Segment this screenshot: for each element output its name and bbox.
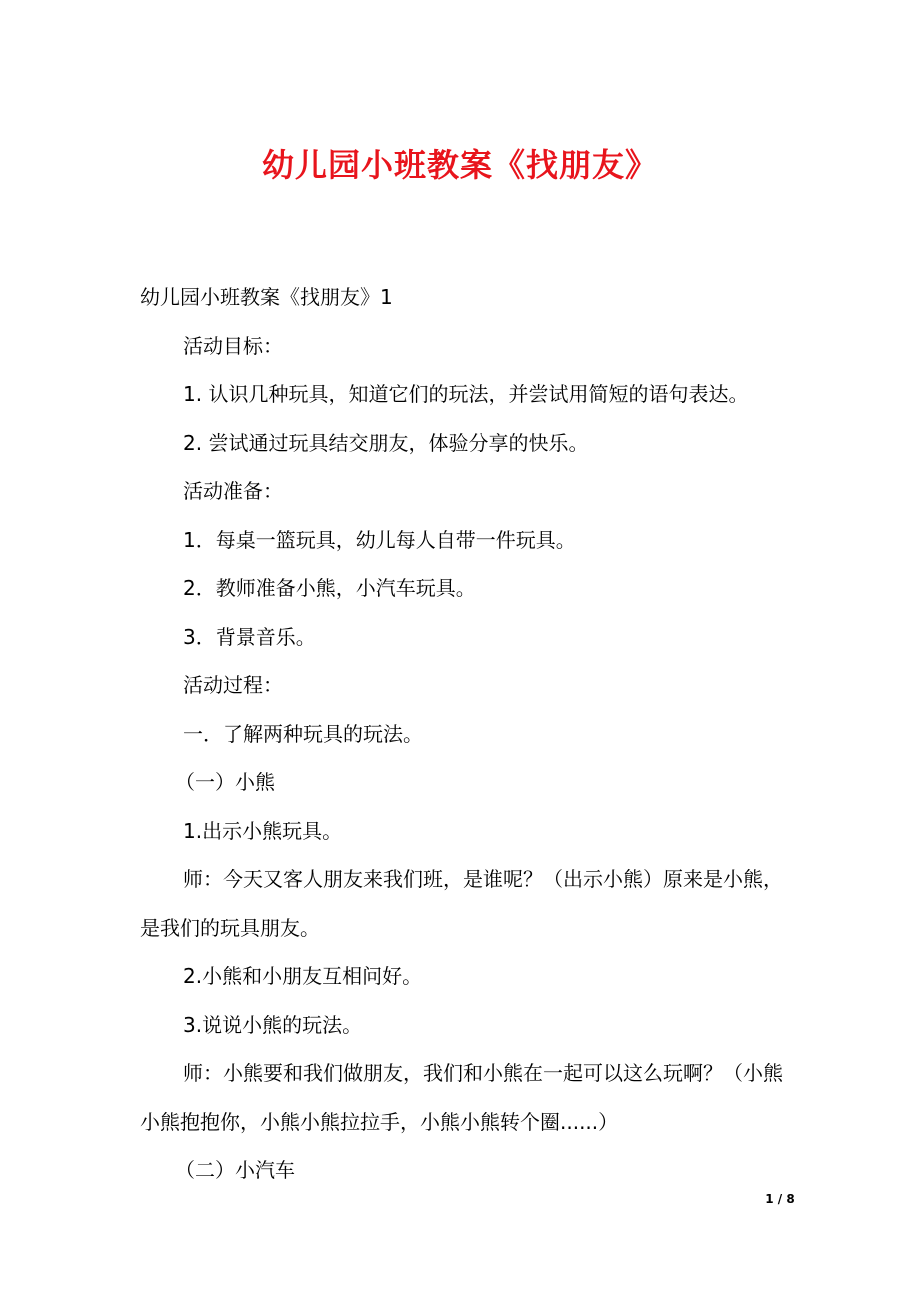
prep-item-2: 2．教师准备小熊，小汽车玩具。 bbox=[183, 576, 476, 600]
bear-step-1: 1.出示小熊玩具。 bbox=[183, 818, 343, 843]
document-title: 幼儿园小班教案《找朋友》 bbox=[261, 146, 658, 184]
subsection-bear: （一）小熊 bbox=[175, 770, 275, 794]
subsection-car: （二）小汽车 bbox=[175, 1158, 295, 1182]
prep-item-1: 1．每桌一篮玩具，幼儿每人自带一件玩具。 bbox=[183, 527, 576, 552]
page-indicator: 1 / 8 bbox=[765, 1192, 795, 1206]
paragraph-activity-preparation: 活动准备： bbox=[183, 479, 283, 503]
process-step-1: 一．了解两种玩具的玩法。 bbox=[183, 721, 423, 746]
teacher-dialogue-2: 师：小熊要和我们做朋友，我们和小熊在一起可以这么玩啊？（小熊小熊抱抱你，小熊小熊拉拉手，小熊小熊转个圈......） bbox=[140, 1061, 783, 1134]
teacher-dialogue-1: 师：今天又客人朋友来我们班，是谁呢？（出示小熊）原来是小熊，是我们的玩具朋友。 bbox=[140, 867, 783, 940]
prep-item-3: 3．背景音乐。 bbox=[183, 624, 316, 649]
bear-step-2: 2.小熊和小朋友互相问好。 bbox=[183, 964, 423, 988]
document-body bbox=[140, 273, 800, 1195]
paragraph-activity-process: 活动过程： bbox=[183, 673, 283, 697]
goal-item-2: 2. 尝试通过玩具结交朋友，体验分享的快乐。 bbox=[183, 430, 589, 455]
paragraph-activity-goals: 活动目标： bbox=[183, 333, 283, 358]
bear-step-3: 3.说说小熊的玩法。 bbox=[183, 1012, 363, 1037]
section-heading: 幼儿园小班教案《找朋友》1 bbox=[140, 285, 393, 309]
goal-item-1: 1. 认识几种玩具，知道它们的玩法，并尝试用简短的语句表达。 bbox=[183, 382, 749, 406]
